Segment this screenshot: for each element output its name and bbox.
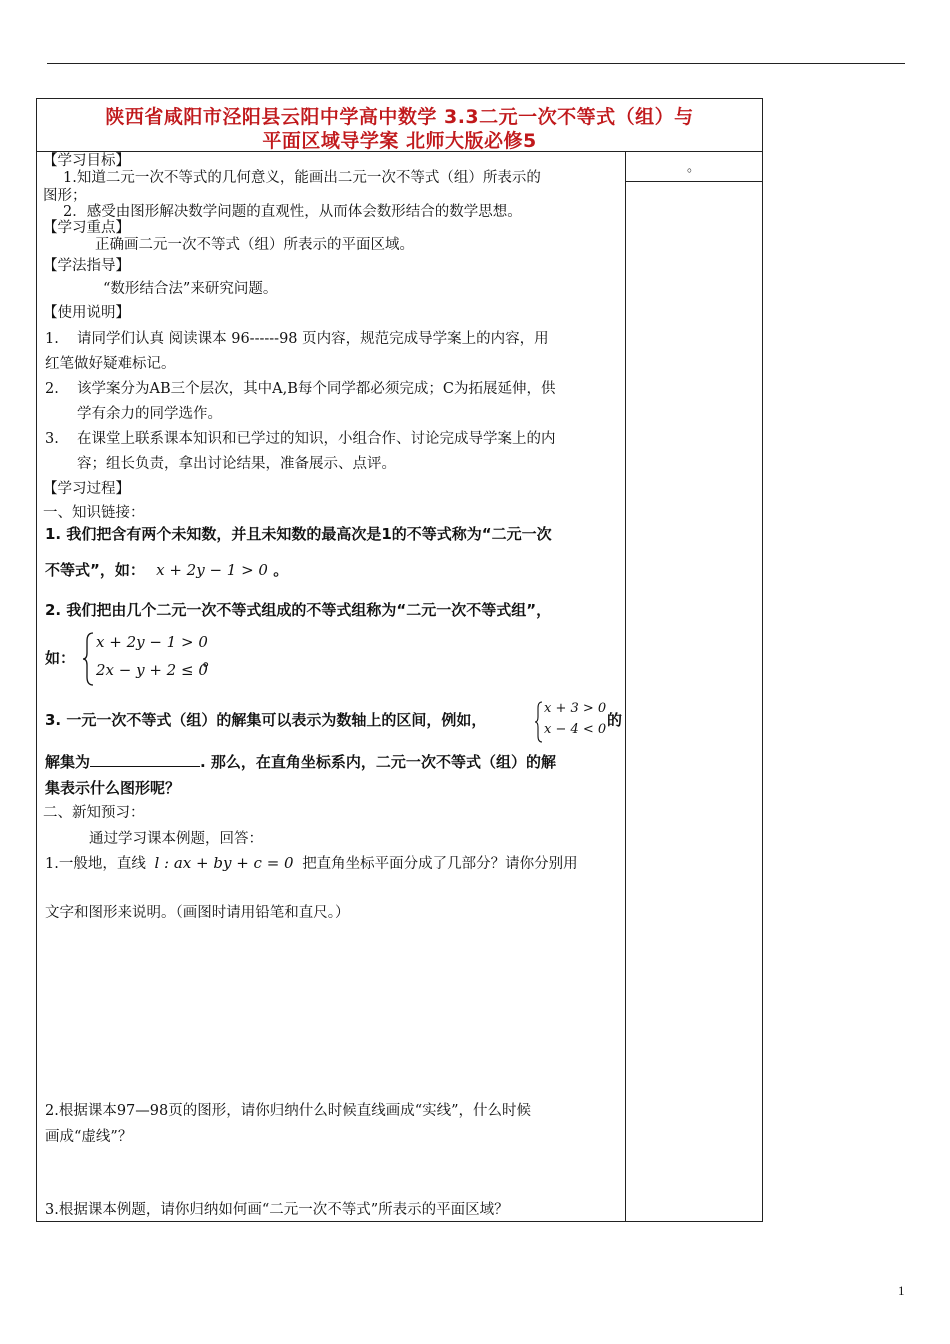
knowledge-3-system bbox=[534, 699, 614, 745]
line-equation: l : ax + by + c = 0 bbox=[154, 854, 294, 872]
knowledge-3-question: . 那么，在直角坐标系内，二元一次不等式（组）的解 bbox=[200, 753, 556, 771]
knowledge-1-line-2 bbox=[45, 561, 288, 579]
title-line-2: 平面区域导学案 北师大版必修5 bbox=[262, 130, 537, 152]
usage-3-line-2: 容；组长负责，拿出讨论结果，准备展示、点评。 bbox=[77, 456, 396, 472]
usage-3-line-1: 在课堂上联系课本知识和已学过的知识，小组合作、讨论完成导学案上的内 bbox=[77, 431, 556, 447]
question-2-line-2: 画成“虚线”？ bbox=[45, 1129, 133, 1145]
usage-1-line-1: 请同学们认真 阅读课本 96------98 页内容，规范完成导学案上的内容，用 bbox=[77, 331, 549, 347]
worksheet-table bbox=[36, 98, 763, 1222]
process-heading: 【学习过程】 bbox=[43, 481, 130, 497]
section-1-heading: 一、知识链接： bbox=[43, 505, 145, 521]
usage-number-3: 3. bbox=[45, 431, 59, 447]
objective-1-line-1: 1.知道二元一次不等式的几何意义，能画出二元一次不等式（组）所表示的 bbox=[63, 170, 541, 186]
answer-blank[interactable] bbox=[90, 752, 200, 767]
knowledge-2-line-1: 2. 我们把由几个二元一次不等式组成的不等式组称为“二元一次不等式组”， bbox=[45, 601, 552, 619]
knowledge-2-inequality-1: x + 2y − 1 > 0 bbox=[96, 633, 208, 651]
knowledge-3-inequality-1: x + 3 > 0 bbox=[544, 701, 607, 716]
section-2-heading: 二、新知预习： bbox=[43, 805, 145, 821]
knowledge-3-inequality-2: x − 4 < 0 bbox=[544, 722, 607, 737]
page-number: 1 bbox=[898, 1283, 905, 1298]
focus-heading: 【学习重点】 bbox=[43, 220, 130, 236]
method-text: “数形结合法”来研究问题。 bbox=[103, 281, 278, 297]
knowledge-2-prefix: 如： bbox=[45, 649, 76, 667]
objectives-heading: 【学习目标】 bbox=[43, 153, 130, 169]
right-column-mark: 。 bbox=[687, 160, 701, 175]
objective-1-line-2: 图形； bbox=[43, 188, 87, 204]
knowledge-3-answer-label: 解集为 bbox=[45, 753, 91, 771]
usage-2-line-1: 该学案分为AB三个层次，其中A,B每个同学都必须完成；C为拓展延伸，供 bbox=[77, 381, 556, 397]
question-1-suffix: 把直角坐标平面分成了几部分？请你分别用 bbox=[302, 856, 578, 872]
question-1-line-1 bbox=[45, 854, 578, 873]
brace-icon bbox=[534, 700, 544, 744]
question-3: 3.根据课本例题，请你归纳如何画“二元一次不等式”所表示的平面区域？ bbox=[45, 1202, 509, 1218]
title-cell bbox=[37, 99, 762, 152]
focus-text: 正确画二元一次不等式（组）所表示的平面区域。 bbox=[95, 237, 414, 253]
knowledge-1-end: 。 bbox=[273, 561, 289, 579]
title-line-1: 陕西省咸阳市泾阳县云阳中学高中数学 3.3二元一次不等式（组）与 bbox=[105, 106, 694, 128]
knowledge-1-formula: x + 2y − 1 > 0 bbox=[156, 561, 268, 579]
column-divider bbox=[625, 151, 626, 1222]
question-2-line-1: 2.根据课本97—98页的图形，请你归纳什么时候直线画成“实线”，什么时候 bbox=[45, 1103, 532, 1119]
knowledge-3-line-1: 3. 一元一次不等式（组）的解集可以表示为数轴上的区间，例如， bbox=[45, 711, 487, 729]
usage-number-1: 1. bbox=[45, 331, 59, 347]
knowledge-2-system bbox=[82, 629, 212, 689]
knowledge-1-line-1: 1. 我们把含有两个未知数，并且未知数的最高次是1的不等式称为“二元一次 bbox=[45, 525, 552, 543]
brace-icon bbox=[82, 631, 96, 687]
knowledge-1-prefix: 不等式”，如： bbox=[45, 561, 145, 579]
objective-2: 2．感受由图形解决数学问题的直观性，从而体会数形结合的数学思想。 bbox=[63, 204, 522, 220]
knowledge-3-line-1-end: 的 bbox=[607, 711, 623, 729]
question-1-prefix: 1.一般地，直线 bbox=[45, 856, 146, 872]
knowledge-3-line-3: 集表示什么图形呢？ bbox=[45, 779, 181, 797]
knowledge-2-inequality-2: 2x − y + 2 ≤ 0 bbox=[96, 661, 208, 679]
right-column-rule bbox=[626, 181, 762, 182]
preview-intro: 通过学习课本例题，回答： bbox=[89, 831, 263, 847]
knowledge-3-line-2 bbox=[45, 752, 556, 771]
question-1-line-2: 文字和图形来说明。（画图时请用铅笔和直尺。） bbox=[45, 905, 350, 921]
knowledge-2-end: 。 bbox=[203, 651, 219, 669]
usage-2-line-2: 学有余力的同学选作。 bbox=[77, 406, 222, 422]
usage-heading: 【使用说明】 bbox=[43, 305, 130, 321]
usage-number-2: 2. bbox=[45, 381, 59, 397]
method-heading: 【学法指导】 bbox=[43, 258, 130, 274]
header-rule bbox=[47, 63, 905, 64]
usage-1-line-2: 红笔做好疑难标记。 bbox=[45, 356, 176, 372]
